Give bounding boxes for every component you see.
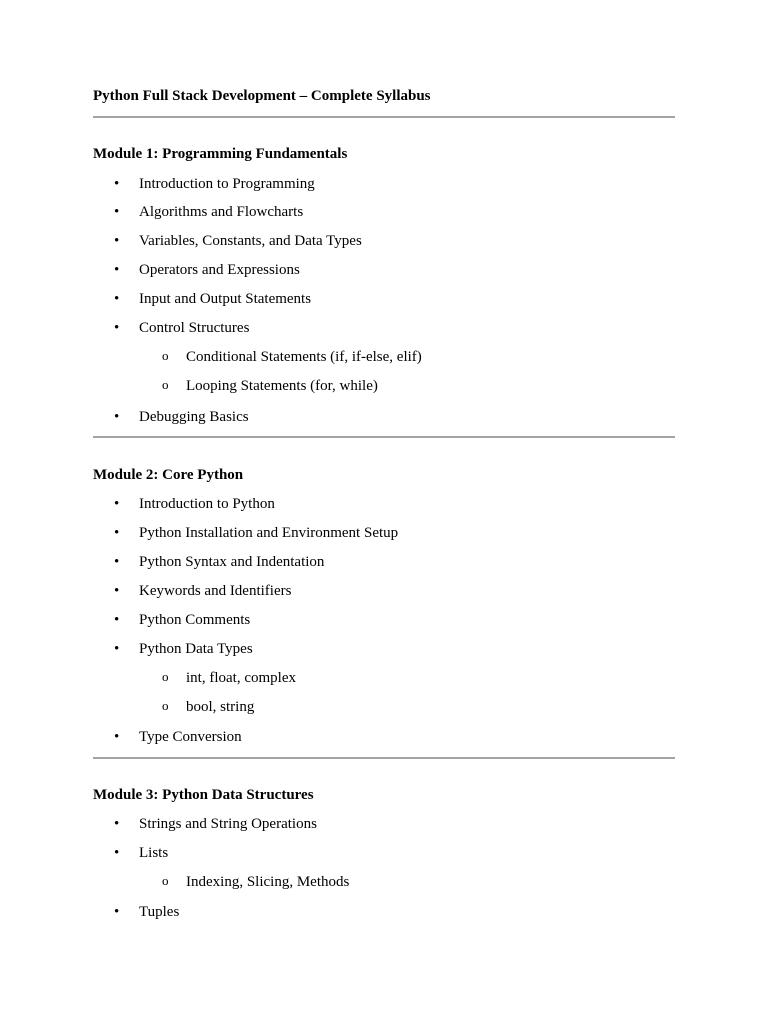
sub-list-item-label: Looping Statements (for, while) — [186, 378, 378, 394]
list-item-label: Python Installation and Environment Setup — [139, 525, 399, 541]
module-1-heading: Module 1: Programming Fundamentals — [93, 146, 348, 162]
bullet-icon: • — [114, 409, 120, 425]
list-item-label: Input and Output Statements — [139, 291, 312, 307]
module-divider — [93, 757, 675, 759]
list-item-label: Python Comments — [139, 612, 251, 628]
bullet-icon: • — [114, 641, 120, 657]
sub-list-item-label: Indexing, Slicing, Methods — [186, 874, 350, 890]
module-2-heading: Module 2: Core Python — [93, 467, 244, 483]
sub-bullet-icon: o — [162, 377, 169, 392]
bullet-icon: • — [114, 816, 120, 832]
bullet-icon: • — [114, 904, 120, 920]
list-item-label: Python Syntax and Indentation — [139, 554, 325, 570]
list-item-label: Variables, Constants, and Data Types — [139, 233, 362, 249]
sub-list-item-label: Conditional Statements (if, if-else, elif) — [186, 349, 422, 365]
list-item-label: Tuples — [139, 904, 180, 920]
list-item-label: Control Structures — [139, 320, 250, 336]
bullet-icon: • — [114, 554, 120, 570]
module-3-heading: Module 3: Python Data Structures — [93, 787, 314, 803]
sub-bullet-icon: o — [162, 669, 169, 684]
list-item-label: Introduction to Python — [139, 496, 275, 512]
list-item-label: Algorithms and Flowcharts — [139, 204, 304, 220]
bullet-icon: • — [114, 729, 120, 745]
list-item-label: Strings and String Operations — [139, 816, 317, 832]
sub-bullet-icon: o — [162, 873, 169, 888]
list-item-label: Keywords and Identifiers — [139, 583, 292, 599]
bullet-icon: • — [114, 176, 120, 192]
list-item-label: Lists — [139, 845, 169, 861]
bullet-icon: • — [114, 291, 120, 307]
module-divider — [93, 436, 675, 438]
list-item-label: Introduction to Programming — [139, 176, 315, 192]
list-item-label: Operators and Expressions — [139, 262, 300, 278]
sub-bullet-icon: o — [162, 698, 169, 713]
title-divider — [93, 116, 675, 118]
bullet-icon: • — [114, 233, 120, 249]
list-item-label: Debugging Basics — [139, 409, 249, 425]
bullet-icon: • — [114, 612, 120, 628]
list-item-label: Type Conversion — [139, 729, 242, 745]
document-title: Python Full Stack Development – Complete Syllabus — [93, 88, 431, 104]
bullet-icon: • — [114, 525, 120, 541]
bullet-icon: • — [114, 204, 120, 220]
list-item-label: Python Data Types — [139, 641, 253, 657]
sub-list-item-label: bool, string — [186, 699, 255, 715]
bullet-icon: • — [114, 583, 120, 599]
bullet-icon: • — [114, 262, 120, 278]
bullet-icon: • — [114, 320, 120, 336]
bullet-icon: • — [114, 496, 120, 512]
sub-list-item-label: int, float, complex — [186, 670, 296, 686]
bullet-icon: • — [114, 845, 120, 861]
sub-bullet-icon: o — [162, 348, 169, 363]
